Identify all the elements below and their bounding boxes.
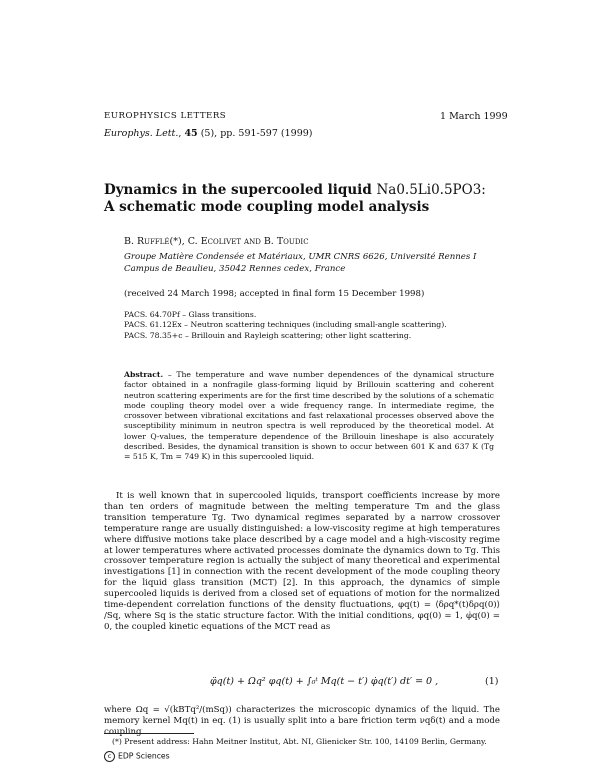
issue-date: 1 March 1999 xyxy=(440,111,508,122)
body-text-continued: where Ωq = √(kBTq²/(mSq)) characterizes the microscopic dynamics of the liquid. The memory kernel Mq(t) in eq. (1) is usually split into a bare friction term νqδ(t) and a mode coupling xyxy=(104,705,500,737)
affiliation xyxy=(124,251,514,275)
pacs-item: PACS. 61.12Ex – Neutron scattering techniques (including small-angle scattering). xyxy=(124,320,447,330)
equation: φ̈q(t) + Ωq² φq(t) + ∫₀ᵗ Mq(t − t′) φ̇q(t′) dt′ = 0 , xyxy=(210,676,439,687)
title-formula: Na0.5Li0.5PO3: xyxy=(376,182,486,198)
title-line2: A schematic mode coupling model analysis xyxy=(104,199,430,215)
copyright-icon: c xyxy=(104,751,115,762)
abstract xyxy=(124,370,494,463)
abstract-text: – The temperature and wave number dependences of the dynamical structure factor obtained in a nonfragile glass-forming liquid by Brillouin scattering and coherent neutron scattering experiments are for the first time described by the solutions of a schematic mode coupling theory model over a wide frequency range. In intermediate regime, the crossover between vibrational excitations and fast relaxational processes observed above the susceptibility minimum in neutron spectra is well reproduced by the theoretical model. At lower Q-values, the temperature dependence of the Brillouin lineshape is also accurately described. Besides, the dynamical transition is shown to occur between 601 K and 637 K (Tg = 515 K, Tm = 749 K) in this supercooled liquid. xyxy=(124,370,494,462)
footnote-rule xyxy=(104,733,194,734)
footnote: (*) Present address: Hahn Meitner Institut, Abt. NI, Glienicker Str. 100, 14109 Berlin, Germany. xyxy=(112,737,487,746)
body-paragraph: It is well known that in supercooled liquids, transport coefficients increase by more than ten orders of magnitude between the melting temperature Tm and the glass transition temperature Tg. Two dynamical regimes separated by a narrow crossover temperature range are usually distinguished: a low-viscosity regime at high temperatures where diffusive motions take place described by a cage model and a high-viscosity regime at lower temperatures where activated processes dominate the dynamics down to Tg. This crossover temperature region is actually the subject of many theoretical and experimental investigations [1] in connection with the recent development of the mode coupling theory for the liquid glass transition (MCT) [2]. In this approach, the dynamics of simple supercooled liquids is derived from a closed set of equations of motion for the normalized time-dependent correlation functions of the density fluctuations, φq(t) = ⟨δρq*(t)δρq(0)⟩ /Sq, where Sq is the static structure factor. With the initial conditions, φq(0) = 1, φ̇q(0) = 0, the coupled kinetic equations of the MCT read as xyxy=(104,491,500,632)
abstract-lead: Abstract. xyxy=(124,370,164,379)
paper-title xyxy=(104,182,524,216)
affiliation-line1: Groupe Matière Condensée et Matériaux, UMR CNRS 6626, Université Rennes I xyxy=(124,252,477,262)
received-dates: (received 24 March 1998; accepted in final form 15 December 1998) xyxy=(124,289,425,299)
citation-rest: (5), pp. 591-597 (1999) xyxy=(200,128,313,139)
body-text xyxy=(104,491,500,633)
equation-number: (1) xyxy=(485,676,499,687)
citation-volume: 45 xyxy=(184,128,198,139)
journal-name: EUROPHYSICS LETTERS xyxy=(104,111,227,121)
title-line1: Dynamics in the supercooled liquid xyxy=(104,182,372,198)
publisher: EDP Sciences xyxy=(118,751,170,761)
authors: B. Rufflé(*), C. Ecolivet and B. Toudic xyxy=(124,236,309,247)
pacs-list xyxy=(124,310,447,341)
citation-journal: Europhys. Lett. xyxy=(104,128,179,139)
citation: Europhys. Lett., 45 (5), pp. 591-597 (1999) xyxy=(104,128,313,139)
pacs-item: PACS. 78.35+c – Brillouin and Rayleigh scattering; other light scattering. xyxy=(124,330,412,340)
pacs-item: PACS. 64.70Pf – Glass transitions. xyxy=(124,310,257,319)
affiliation-line2: Campus de Beaulieu, 35042 Rennes cedex, France xyxy=(124,264,346,274)
copyright xyxy=(104,751,170,762)
